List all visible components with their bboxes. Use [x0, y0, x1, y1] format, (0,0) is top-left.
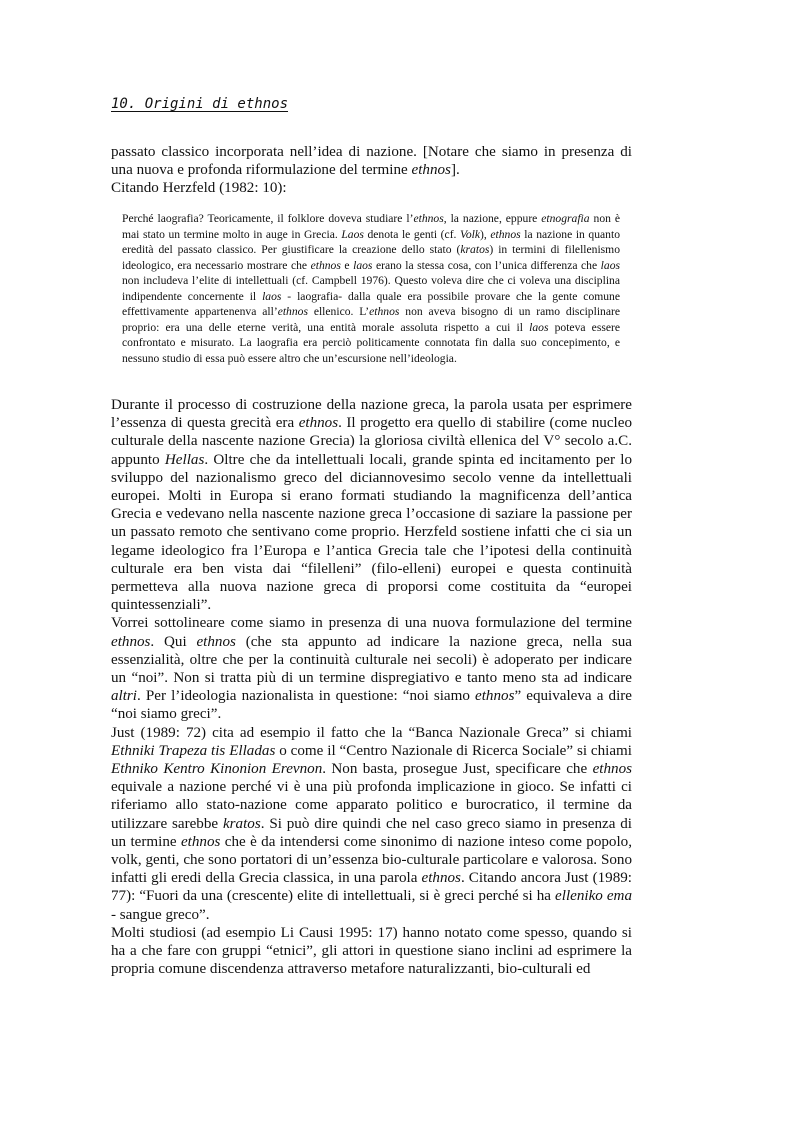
italic-term: ethnos — [310, 258, 341, 272]
text-run: Perché laografia? Teoricamente, il folklore doveva studiare l’ — [122, 212, 414, 225]
block-quote — [122, 211, 620, 366]
text-run: e — [340, 258, 354, 272]
text-run: ” equivaleva a dire “noi siamo greci”. — [111, 688, 632, 723]
text-run: ellenico. L’ — [307, 305, 370, 318]
text-run: ]. — [450, 162, 460, 179]
text-run: . Non basta, prosegue Just, specificare che — [322, 761, 593, 778]
italic-term: ethnos — [411, 162, 451, 179]
italic-term: elleniko ema — [555, 888, 632, 905]
quote-text — [122, 211, 620, 366]
text-run: . Per l’ideologia nazionalista in questione: “noi siamo — [137, 688, 476, 705]
text-run: - sangue greco”. — [111, 906, 210, 923]
paragraph-1 — [111, 396, 632, 614]
italic-term: ethnos — [369, 305, 400, 318]
italic-term: kratos — [460, 243, 490, 256]
italic-term: laos — [262, 289, 282, 303]
italic-term: kratos — [222, 815, 261, 832]
text-run: ) in termini di filellenismo ideologico, era necessario mostrare che — [122, 243, 620, 272]
text-run: - laografia- dalla quale era possibile provare che la gente comune effettivamente appartenenva all’ — [122, 289, 620, 318]
text-run: . Citando ancora Just (1989: 77): “Fuori da una (crescente) elite di intellettuali, si è greci perché si ha — [111, 870, 633, 905]
citation-line: Citando Herzfeld (1982: 10): — [111, 180, 287, 197]
text-run: non aveva bisogno di un ramo disciplinare proprio: era una delle eterne verità, una entità morale assoluta rispetto a cui il — [122, 305, 621, 334]
text-run: ), — [480, 227, 491, 241]
running-header: 10. Origini di ethnos — [111, 96, 289, 112]
text-run: , la nazione, eppure — [443, 212, 542, 225]
text-run: che è da intendersi come sinonimo di nazione inteso come popolo, volk, genti, che sono portatori di un’essenza bio-culturale particolare e valorosa. Sono infatti gli eredi della Grecia classica, in una parola — [111, 833, 632, 887]
italic-term: ethnos — [298, 415, 339, 432]
paragraph-2 — [111, 614, 632, 723]
italic-term: ethnos — [421, 870, 461, 887]
text-run: non includeva l’elite di intellettuali (cf. Campbell 1976). Questo voleva dire che ci voleva una disciplina indipendente concernente il — [122, 274, 620, 303]
text-run: . Si può dire quindi che nel caso greco siamo in presenza di un termine — [111, 815, 632, 850]
italic-term: Ethniko Kentro Kinonion Erevnon — [111, 761, 323, 778]
text-run: non è mai stato un termine molto in auge in Grecia. — [122, 212, 620, 241]
text-run: Vorrei sottolineare come siamo in presenza di una nuova formulazione del termine — [111, 615, 632, 632]
italic-term: ethnos — [490, 227, 521, 241]
italic-term: ethnos — [196, 633, 236, 650]
text-run: passato classico incorporata nell’idea di nazione. [Notare che siamo in presenza di una nuova e profonda riformulazione del termine — [111, 144, 632, 179]
text-run: Molti studiosi (ad esempio Li Causi 1995: 17) hanno notato come spesso, quando si ha a che fare con gruppi “etnici”, gli attori in questione siano inclini ad esprimere la propria comune discendenza attraverso metafore naturalizzanti, bio-culturali ed — [111, 924, 632, 978]
text-run: Just (1989: 72) cita ad esempio il fatto che la “Banca Nazionale Greca” si chiami — [111, 724, 632, 741]
text-run: . Qui — [150, 633, 197, 650]
text-run: Durante il processo di costruzione della nazione greca, la parola usata per esprimere l’essenza di questa grecità era — [111, 397, 632, 432]
italic-term: Ethniki Trapeza tis Elladas — [111, 742, 276, 759]
text-run: (che sta appunto ad indicare la nazione greca, nella sua essenzialità, oltre che per la continuità culturale nei secoli) è adoperato per indicare un “noi”. Non si tratta più di un termine dispregiativo e tanto meno sta ad indicare — [111, 633, 632, 687]
paragraph-3 — [111, 724, 632, 924]
italic-term: laos — [529, 320, 549, 334]
italic-term: laos — [600, 258, 620, 272]
italic-term: ethnos — [111, 633, 151, 650]
text-run: o come il “Centro Nazionale di Ricerca Sociale” si chiami — [275, 742, 632, 759]
text-run: equivale a nazione perché vi è una più profonda implicazione in gioco. Se infatti ci riferiamo allo stato-nazione come apparato politico e burocratico, il termine da utilizzare sarebbe — [111, 779, 632, 832]
text-run: erano la stessa cosa, con l’unica differenza che — [372, 258, 601, 272]
text-run: . Il progetto era quello di stabilire (come nucleo culturale della nascente nazione Grecia) la gloriosa civiltà ellenica del V° secolo a.C. appunto — [111, 415, 632, 468]
main-text — [111, 396, 632, 979]
italic-term: ethnos — [475, 688, 515, 705]
italic-term: Volk — [460, 227, 481, 241]
italic-term: ethnos — [180, 833, 221, 850]
text-run: poteva essere confrontato e misurato. La laografia era perciò politicamente connotata fin dalla suo concepimento, e nessuno studio di essa può essere altro che un’escursione nell’ideologia. — [122, 320, 620, 365]
italic-term: ethnos — [277, 305, 308, 318]
intro-paragraph — [111, 143, 632, 198]
text-run: denota le genti (cf. — [363, 227, 461, 241]
italic-term: altri — [111, 688, 138, 705]
italic-term: laos — [353, 258, 373, 272]
paragraph-4 — [111, 924, 632, 979]
italic-term: Hellas — [164, 451, 205, 468]
intro-text — [111, 143, 632, 179]
italic-term: ethnos — [592, 761, 632, 778]
text-run: . Oltre che da intellettuali locali, grande spinta ed incitamento per lo sviluppo del nazionalismo greco del diciannovesimo secolo venne da intellettuali europei. Molti in Europa si erano formati studiando la magnificenza dell’antica Grecia e vedevano nella nascente nazione greca l’occasione di saziare la passione per un passato remoto che sentivano come proprio. Herzfeld sostiene infatti che ci sia un legame ideologico fra l’Europa e l’antica Grecia tale che l’ipotesi della continuità culturale era ben vista dai “filelleni” (filo-elleni) europei e questa continuità permetteva alla nuova nazione greca di proporsi come costituita da “europei quintessenziali”. — [111, 451, 632, 614]
italic-term: Laos — [341, 227, 364, 241]
text-run: la nazione in quanto eredità del passato classico. Per giustificare la creazione dello stato ( — [122, 227, 620, 256]
italic-term: ethnos — [413, 212, 444, 225]
italic-term: etnografia — [541, 212, 590, 225]
